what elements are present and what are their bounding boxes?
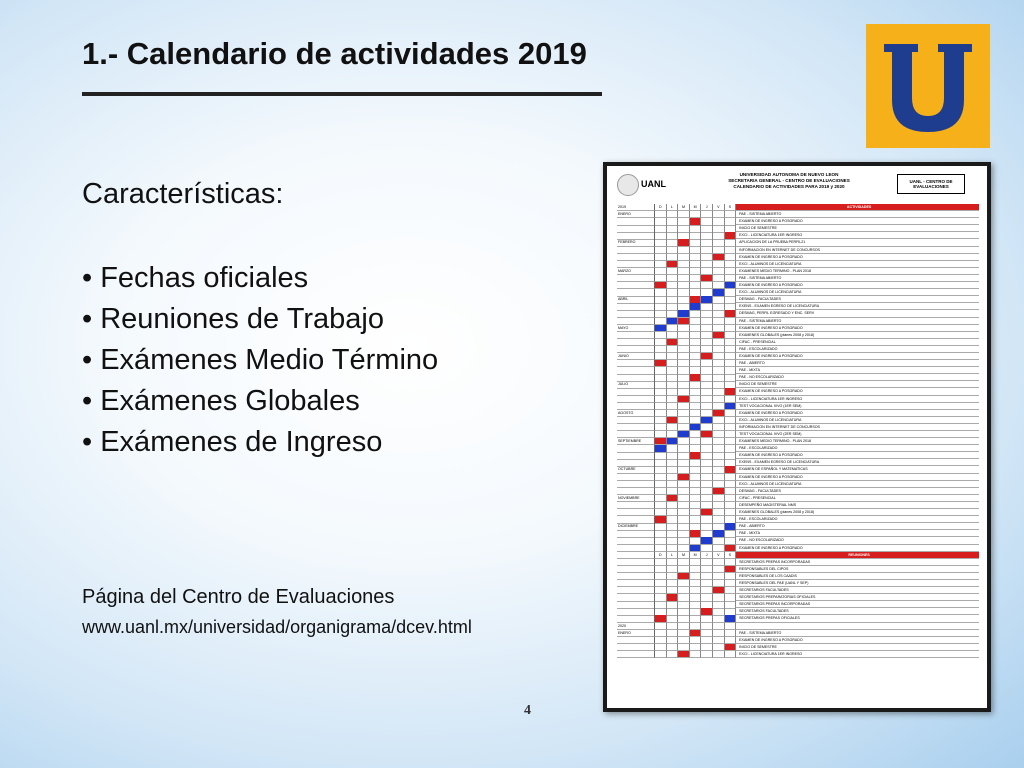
calendar-day-cell: L (667, 552, 679, 559)
calendar-activity-cell: PAE - MIXTA (736, 530, 979, 537)
calendar-row (617, 615, 979, 622)
calendar-day-cell: V (713, 552, 725, 559)
calendar-activity-cell: TEST VOCACIONAL IVVO (1ER SEM) (736, 403, 979, 410)
calendar-activity-cell: PAE - ESCOLARIZADO (736, 346, 979, 353)
calendar-activity-cell: INICIO DE SEMESTRE (736, 644, 979, 651)
calendar-row (617, 552, 979, 559)
calendar-activity-cell: PAE - SISTEMA ABIERTO (736, 275, 979, 282)
calendar-day-cell: M (690, 204, 702, 211)
calendar-activity-cell: EXENS - EXAMEN EGRESO DE LICENCIATURA (736, 303, 979, 310)
calendar-row (617, 474, 979, 481)
calendar-activity-cell: EXCI - ALUMNOS DE LICENCIATURA (736, 261, 979, 268)
calendar-activity-cell: INICIO DE SEMESTRE (736, 381, 979, 388)
centro-evaluaciones-box: UANL - CENTRO DE EVALUACIONES (897, 174, 965, 194)
secretaria-name: SECRETARIA GENERAL - CENTRO DE EVALUACIONES (728, 178, 850, 183)
calendar-activity-cell: DESMAG - FACULTADES (736, 488, 979, 495)
calendar-day-cell: L (667, 204, 679, 211)
calendar-month-cell: AGOSTO (617, 410, 655, 417)
calendar-activity-cell: EXAMEN DE INGRESO A POSGRADO (736, 474, 979, 481)
calendar-month-cell: JULIO (617, 381, 655, 388)
calendar-row (617, 353, 979, 360)
calendar-row (617, 310, 979, 317)
calendar-row (617, 367, 979, 374)
calendar-row (617, 204, 979, 211)
calendar-activity-cell: SECRETARIOS PREPARATORIAS OFICIALES (736, 594, 979, 601)
calendar-activity-cell: DESEMPEÑO MAGISTERIAL NMS (736, 502, 979, 509)
calendar-row (617, 637, 979, 644)
calendar-activity-cell: PAE - MIXTA (736, 367, 979, 374)
calendar-activity-cell (736, 623, 979, 630)
calendar-row (617, 630, 979, 637)
uanl-u-icon (874, 32, 982, 140)
calendar-activity-cell: EXAMENES MEDIO TERMINO - PLAN 2018 (736, 268, 979, 275)
calendar-activity-cell: EXAMEN DE INGRESO A POSGRADO (736, 353, 979, 360)
calendar-row (617, 410, 979, 417)
calendar-activity-cell: CIFAC - PRESENCIAL (736, 339, 979, 346)
calendar-month-cell: OCTUBRE (617, 466, 655, 473)
calendar-activity-cell: EXAMENES GLOBALES (planes 2008 y 2018) (736, 509, 979, 516)
calendar-day-cell (667, 651, 679, 658)
bullet-item: • Fechas oficiales (82, 258, 438, 299)
page-number: 4 (524, 703, 531, 718)
calendar-month-cell: NOVIEMBRE (617, 495, 655, 502)
calendar-activity-cell: PAE - NO ESCOLARIZADO (736, 537, 979, 544)
calendar-day-cell: M (678, 552, 690, 559)
university-name: UNIVERSIDAD AUTONOMA DE NUEVO LEON (739, 172, 839, 177)
calendar-activity-cell: EXAMEN DE INGRESO A POSGRADO (736, 637, 979, 644)
bullet-item: • Exámenes Medio Término (82, 340, 438, 381)
calendar-day-cell: M (678, 204, 690, 211)
calendar-activity-cell: EXAMEN DE ESPAÑOL Y MATEMATICAS (736, 466, 979, 473)
calendar-row (617, 481, 979, 488)
calendar-row (617, 459, 979, 466)
calendar-row (617, 523, 979, 530)
document-title-block (709, 172, 869, 190)
calendar-row (617, 623, 979, 630)
calendar-row (617, 537, 979, 544)
calendar-month-cell: DICIEMBRE (617, 523, 655, 530)
calendar-row (617, 559, 979, 566)
calendar-row (617, 211, 979, 218)
calendar-activity-cell: SECRETARIOS PREPAS INCORPORADAS (736, 559, 979, 566)
calendar-row (617, 360, 979, 367)
calendar-row (617, 466, 979, 473)
calendar-row (617, 254, 979, 261)
calendar-row (617, 545, 979, 552)
calendar-day-cell (655, 651, 667, 658)
calendar-row (617, 388, 979, 395)
calendar-activity-cell: EXCI - ALUMNOS DE LICENCIATURA (736, 481, 979, 488)
document-header (613, 172, 981, 202)
calendar-activity-cell: EXAMENES GLOBALES (planes 2008 y 2018) (736, 332, 979, 339)
calendar-activity-cell: RESPONSABLES DEL PAE (UANL Y SEP) (736, 580, 979, 587)
calendar-row (617, 261, 979, 268)
calendar-activity-cell: SECRETARIOS PREPAS INCORPORADAS (736, 601, 979, 608)
calendar-row (617, 594, 979, 601)
calendar-row (617, 275, 979, 282)
calendar-activity-cell: EXAMEN DE INGRESO A POSGRADO (736, 545, 979, 552)
uanl-wordmark: UANL (641, 179, 666, 189)
uanl-logo (866, 24, 990, 148)
calendar-row (617, 289, 979, 296)
calendar-row (617, 268, 979, 275)
calendar-activity-cell: EXAMEN DE INGRESO A POSGRADO (736, 254, 979, 261)
calendar-month-cell: ENERO (617, 630, 655, 637)
calendar-row (617, 239, 979, 246)
calendar-day-cell (678, 651, 690, 658)
calendar-row (617, 608, 979, 615)
calendar-activity-cell: INICIO DE SEMESTRE (736, 225, 979, 232)
calendar-row (617, 502, 979, 509)
calendar-row (617, 424, 979, 431)
uanl-seal-icon (617, 174, 639, 196)
features-list (82, 258, 438, 463)
calendar-day-cell (690, 651, 702, 658)
calendar-row (617, 495, 979, 502)
calendar-row (617, 346, 979, 353)
calendar-row (617, 381, 979, 388)
calendar-month-cell: SEPTIEMBRE (617, 438, 655, 445)
calendar-row (617, 587, 979, 594)
calendar-day-cell: V (713, 204, 725, 211)
caracteristicas-heading: Características: (82, 178, 284, 210)
calendar-row (617, 396, 979, 403)
calendar-day-cell: J (701, 204, 713, 211)
bullet-item: • Exámenes de Ingreso (82, 422, 438, 463)
calendar-activity-cell: PAE - ABIERTO (736, 523, 979, 530)
calendar-activity-cell: APLICACION DE LA PRUEBA PERFIL21 (736, 239, 979, 246)
calendar-row (617, 232, 979, 239)
calendar-activity-cell: PAE - SISTEMA ABIERTO (736, 211, 979, 218)
calendar-activity-cell: INFORMACION EN INTERNET DE CONCURSOS (736, 247, 979, 254)
calendar-activity-cell: PAE - ABIERTO (736, 360, 979, 367)
calendar-month-cell: JUNIO (617, 353, 655, 360)
calendar-day-cell (725, 651, 737, 658)
calendar-activity-cell: PAE - NO ESCOLARIZADO (736, 374, 979, 381)
calendar-activity-cell: PAE - SISTEMA ABIERTO (736, 630, 979, 637)
calendar-row (617, 438, 979, 445)
calendar-row (617, 403, 979, 410)
calendar-row (617, 573, 979, 580)
calendar-activity-cell: PAE - SISTEMA ABIERTO (736, 318, 979, 325)
calendar-activity-cell: RESPONSABLES DE LOS CAADIS (736, 573, 979, 580)
calendar-day-cell: J (701, 552, 713, 559)
calendar-row (617, 651, 979, 658)
calendar-row (617, 225, 979, 232)
bullet-item: • Exámenes Globales (82, 381, 438, 422)
calendar-activity-cell: TEST VOCACIONAL IVVO (2ER SEM) (736, 431, 979, 438)
calendar-activity-cell: EXAMENES MEDIO TERMINO - PLAN 2018 (736, 438, 979, 445)
calendar-row (617, 445, 979, 452)
calendar-day-cell (701, 651, 713, 658)
calendar-activity-cell: EXCI - ALUMNOS DE LICENCIATURA (736, 417, 979, 424)
calendar-day-cell: D (655, 552, 667, 559)
calendar-row (617, 247, 979, 254)
calendar-month-cell: 2020 (617, 623, 655, 630)
calendar-row (617, 530, 979, 537)
calendar-activity-cell: EXCI - LICENCIATURA 1ER INGRESO (736, 651, 979, 658)
calendar-day-cell: S (725, 552, 737, 559)
calendar-month-cell: ENERO (617, 211, 655, 218)
centro-evaluaciones-label: Página del Centro de Evaluaciones (82, 586, 395, 608)
calendar-row (617, 566, 979, 573)
calendar-activity-cell: PAE - ESCOLARIZADO (736, 445, 979, 452)
calendar-activity-cell: SECRETARIOS FACULTADES (736, 587, 979, 594)
centro-evaluaciones-link[interactable]: www.uanl.mx/universidad/organigrama/dcev.html (82, 617, 472, 637)
calendar-document-image (603, 162, 991, 712)
calendar-row (617, 332, 979, 339)
calendar-day-cell (713, 651, 725, 658)
calendar-activity-cell: DESMAG - FACULTADES (736, 296, 979, 303)
calendar-activity-cell: SECRETARIOS PREPAS OFICIALES (736, 615, 979, 622)
calendar-activity-cell: RESPONSABLES DEL CIPOS (736, 566, 979, 573)
calendar-activity-cell: EXAMEN DE INGRESO A POSGRADO (736, 218, 979, 225)
calendar-row (617, 580, 979, 587)
calendar-row (617, 296, 979, 303)
calendar-month-cell: ABRIL (617, 296, 655, 303)
calendar-row (617, 374, 979, 381)
calendar-day-cell: S (725, 204, 737, 211)
calendar-activity-cell: EXCI - ALUMNOS DE LICENCIATURA (736, 289, 979, 296)
bullet-item: • Reuniones de Trabajo (82, 299, 438, 340)
calendar-day-cell: M (690, 552, 702, 559)
calendar-row (617, 509, 979, 516)
calendar-activity-cell: EXAMEN DE INGRESO A POSGRADO (736, 282, 979, 289)
calendar-activity-cell: DESMAG, PERFIL EGRESADO Y ENC. SERV (736, 310, 979, 317)
calendar-row (617, 488, 979, 495)
calendar-row (617, 282, 979, 289)
calendar-activity-cell: EXAMEN DE INGRESO A POSGRADO (736, 388, 979, 395)
calendar-activity-cell: ACTIVIDADES (736, 204, 979, 211)
calendar-activity-cell: EXAMEN DE INGRESO A POSGRADO (736, 410, 979, 417)
calendar-row (617, 516, 979, 523)
calendar-row (617, 431, 979, 438)
calendar-activity-cell: EXENS - EXAMEN EGRESO DE LICENCIATURA (736, 459, 979, 466)
calendar-activity-cell: EXAMEN DE INGRESO A POSGRADO (736, 325, 979, 332)
calendar-row (617, 644, 979, 651)
calendar-row (617, 417, 979, 424)
calendar-row (617, 325, 979, 332)
calendar-row (617, 339, 979, 346)
calendar-activity-cell: EXCI - LICENCIATURA 1ER INGRESO (736, 396, 979, 403)
calendar-row (617, 318, 979, 325)
calendar-table (617, 204, 979, 704)
calendar-activity-cell: EXAMEN DE INGRESO A POSGRADO (736, 452, 979, 459)
calendar-title: CALENDARIO DE ACTIVIDADES PARA 2019 y 2020 (733, 184, 845, 189)
calendar-row (617, 601, 979, 608)
calendar-row (617, 303, 979, 310)
calendar-month-cell: MARZO (617, 268, 655, 275)
calendar-activity-cell: PAE - ESCOLARIZADO (736, 516, 979, 523)
calendar-month-cell: 2019 (617, 204, 655, 211)
calendar-day-cell: D (655, 204, 667, 211)
calendar-month-cell: FEBRERO (617, 239, 655, 246)
calendar-activity-cell: EXCI - LICENCIATURA 1ER INGRESO (736, 232, 979, 239)
calendar-activity-cell: INFORMACION EN INTERNET DE CONCURSOS (736, 424, 979, 431)
calendar-month-cell: MAYO (617, 325, 655, 332)
calendar-row (617, 218, 979, 225)
slide-title: 1.- Calendario de actividades 2019 (82, 36, 587, 71)
title-underline (82, 92, 602, 96)
calendar-activity-cell: SECRETARIOS FACULTADES (736, 608, 979, 615)
calendar-activity-cell: CIFAC - PRESENCIAL (736, 495, 979, 502)
calendar-row (617, 452, 979, 459)
calendar-month-cell (617, 651, 655, 658)
calendar-activity-cell: REUNIONES (736, 552, 979, 559)
